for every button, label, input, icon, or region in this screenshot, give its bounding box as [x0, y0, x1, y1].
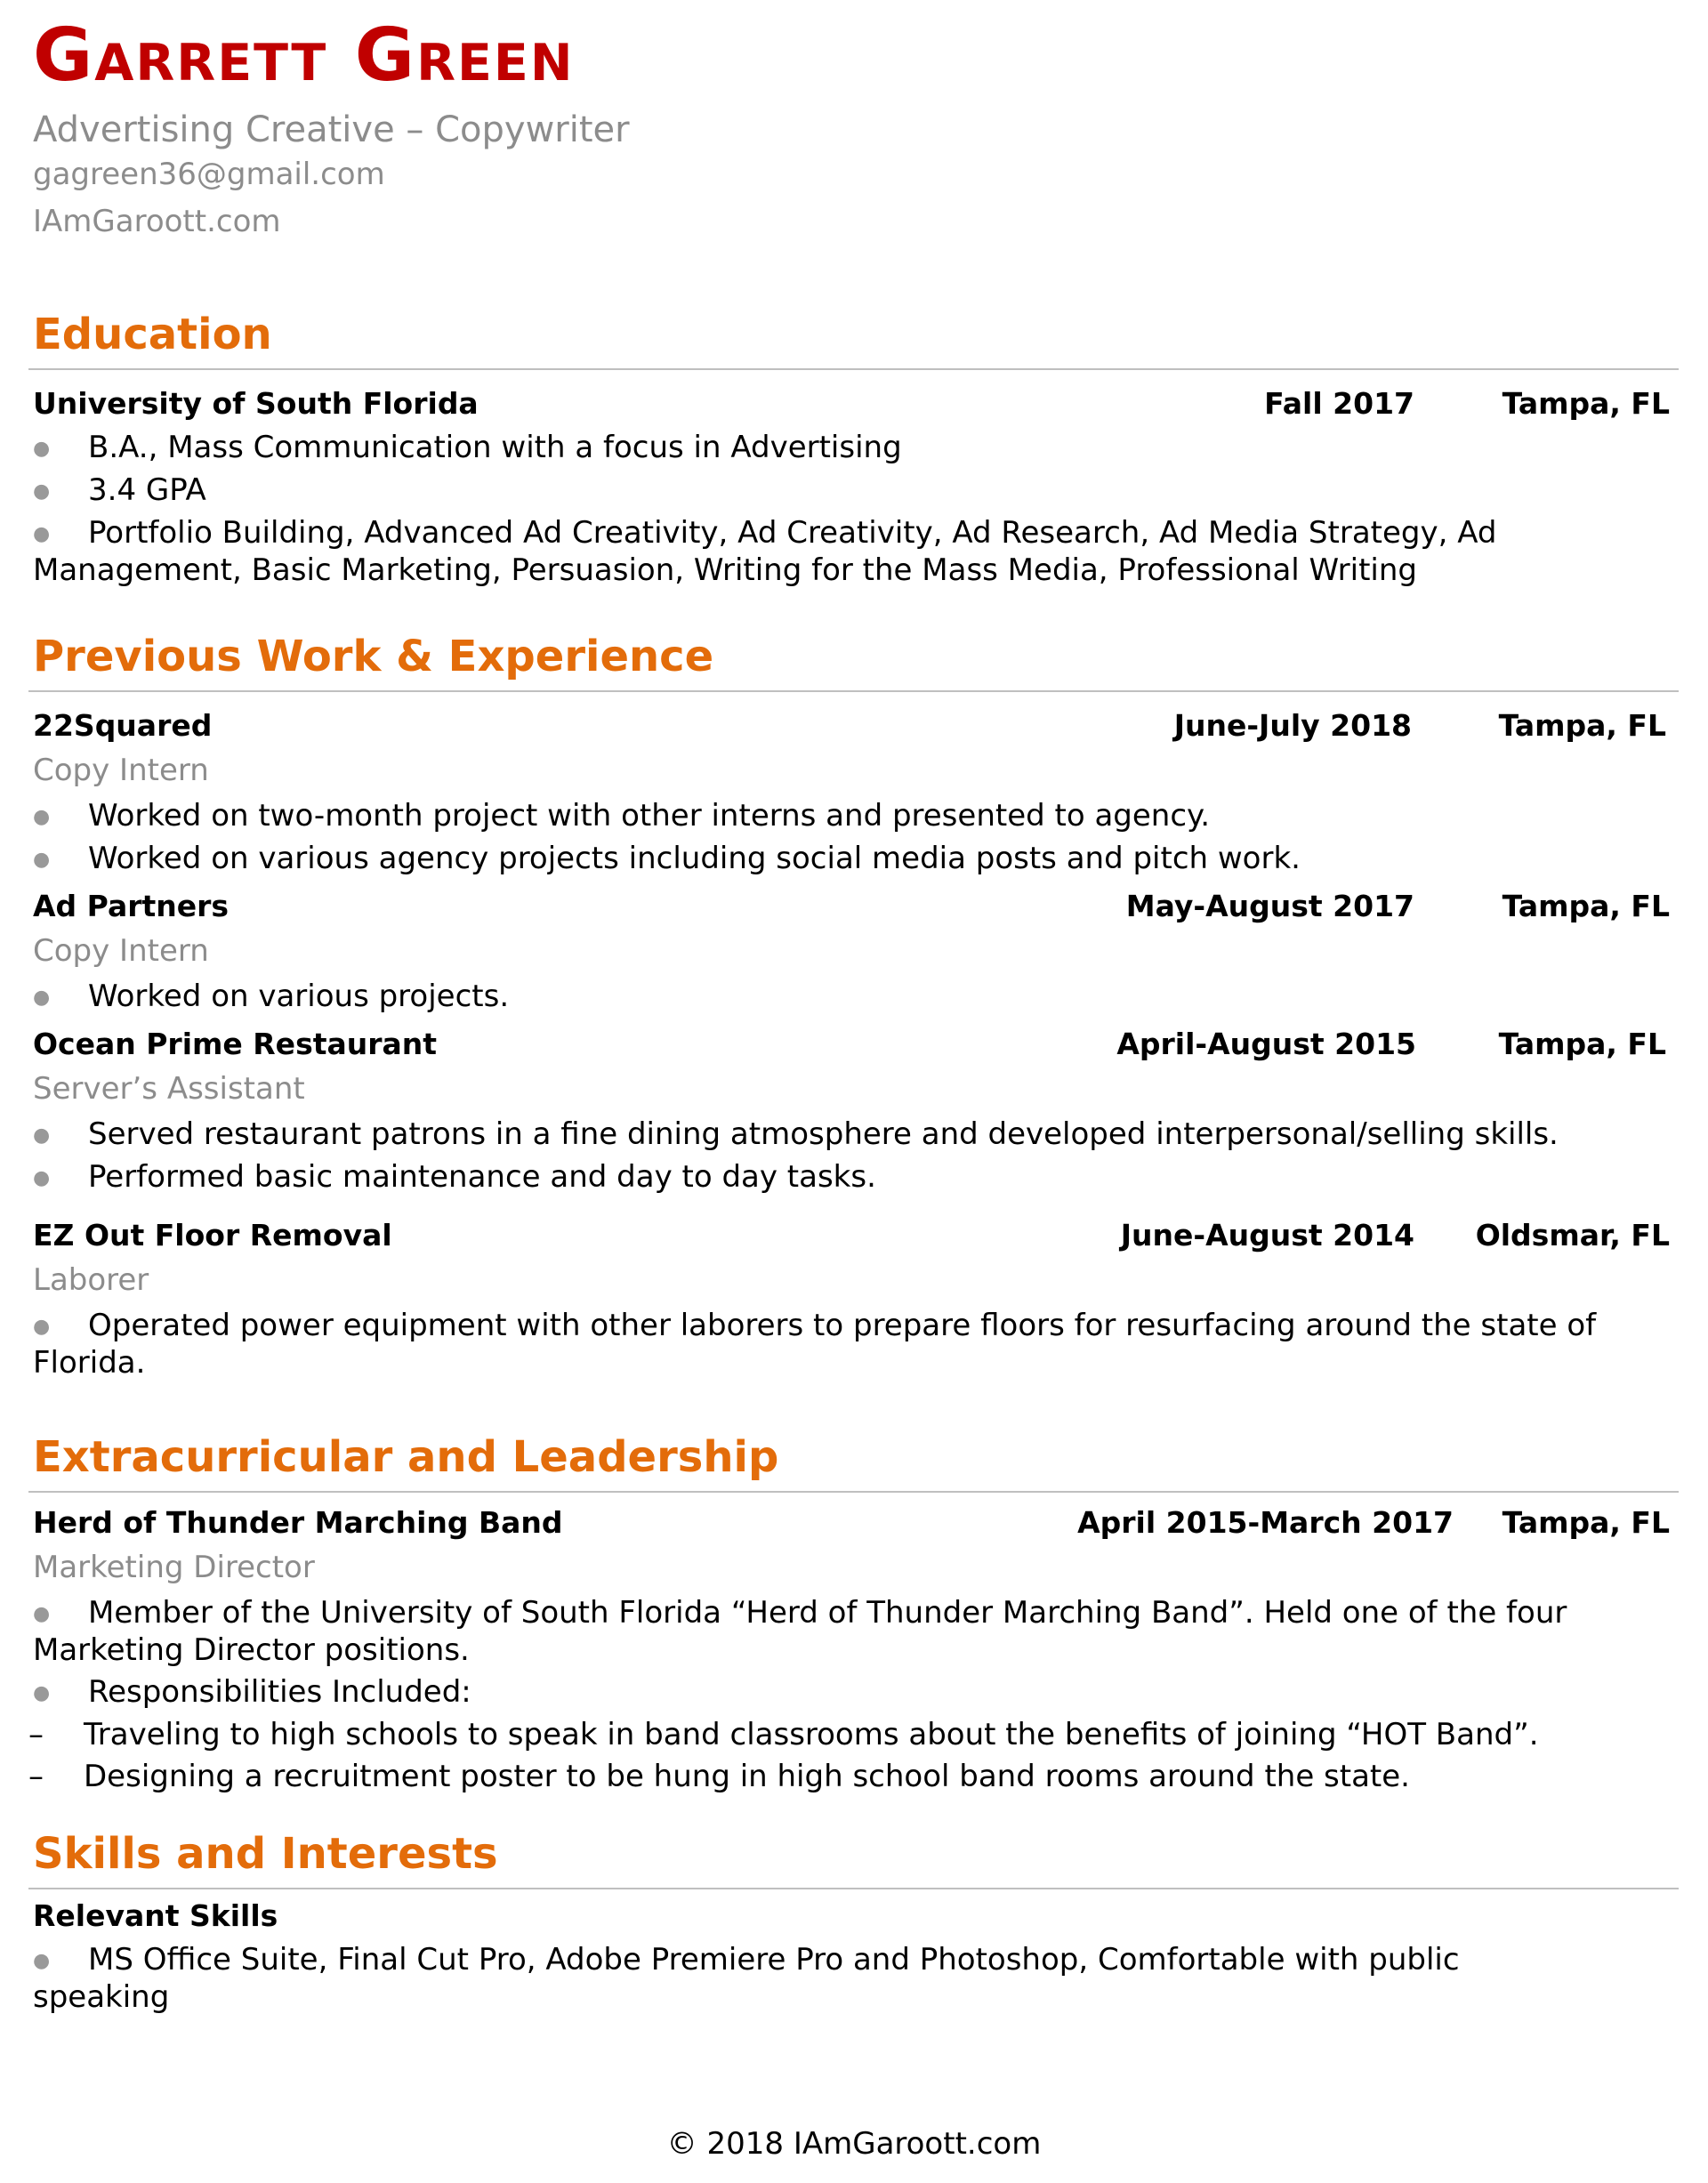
website: IAmGaroott.com [33, 203, 281, 239]
job-header [28, 701, 1679, 747]
job-date: April-August 2015 [1116, 1027, 1416, 1061]
education-entry-header [28, 379, 1679, 425]
job-location: Tampa, FL [1502, 889, 1670, 923]
dash-icon: – [28, 1759, 44, 1794]
footer-copyright: © 2018 IAmGaroott.com [666, 2126, 1042, 2162]
job-date: June-July 2018 [1173, 708, 1412, 743]
bullet-icon: ● [33, 1316, 51, 1338]
bullet-icon: ● [33, 523, 51, 545]
bullet-icon: ● [33, 806, 51, 828]
section-title-skills: Skills and Interests [28, 1833, 1679, 1889]
list-item: ● MS Office Suite, Final Cut Pro, Adobe Premiere Pro and Photoshop, Comfortable with public speaking [33, 1942, 1460, 2015]
skills-heading: Relevant Skills [33, 1898, 278, 1933]
bullet-icon: ● [33, 987, 51, 1009]
bullet-icon: ● [33, 1603, 51, 1625]
list-item: ● Performed basic maintenance and day to day tasks. [33, 1159, 876, 1195]
list-item: ● Served restaurant patrons in a fine dining atmosphere and developed interpersonal/selling skills. [33, 1116, 1559, 1152]
activity-date: April 2015-March 2017 [1077, 1505, 1454, 1540]
activity-header [28, 1498, 1679, 1544]
extracurricular-section [28, 1432, 1679, 1800]
candidate-name: Garrett Green [33, 13, 575, 98]
resume-header [33, 13, 630, 245]
dash-icon: – [28, 1717, 44, 1752]
employer-name: Ad Partners [33, 889, 230, 923]
bullet-icon: ● [33, 438, 51, 460]
list-item: ● B.A., Mass Communication with a focus in Advertising [33, 430, 902, 465]
list-item: ● Responsibilities Included: [33, 1674, 471, 1710]
bullet-icon: ● [33, 1950, 51, 1972]
employer-name: Ocean Prime Restaurant [33, 1027, 438, 1061]
list-item: ● Worked on various agency projects including social media posts and pitch work. [33, 841, 1301, 876]
job-location: Tampa, FL [1498, 1027, 1666, 1061]
education-section [28, 310, 1679, 594]
section-title-work: Previous Work & Experience [28, 635, 1679, 692]
job-role: Copy Intern [33, 933, 209, 969]
bullet-icon: ● [33, 849, 51, 871]
bullet-icon: ● [33, 480, 51, 503]
work-section [28, 632, 1679, 1387]
list-item: – Designing a recruitment poster to be hung in high school band rooms around the state. [28, 1759, 1410, 1794]
list-item: ● 3.4 GPA [33, 472, 206, 508]
education-location: Tampa, FL [1502, 386, 1670, 421]
school-name: University of South Florida [33, 386, 479, 421]
job-header [28, 882, 1679, 928]
list-item: ● Worked on various projects. [33, 979, 510, 1014]
job-role: Server’s Assistant [33, 1071, 305, 1107]
job-location: Tampa, FL [1498, 708, 1666, 743]
employer-name: 22Squared [33, 708, 213, 743]
job-header [28, 1019, 1679, 1066]
activity-role: Marketing Director [33, 1550, 315, 1585]
job-date: June-August 2014 [1120, 1218, 1414, 1253]
bullet-icon: ● [33, 1682, 51, 1704]
job-header [28, 1211, 1679, 1257]
list-item: – Traveling to high schools to speak in band classrooms about the benefits of joining “HOT Band”. [28, 1717, 1539, 1752]
employer-name: EZ Out Floor Removal [33, 1218, 392, 1253]
activity-location: Tampa, FL [1502, 1505, 1670, 1540]
education-date: Fall 2017 [1264, 386, 1414, 421]
organization-name: Herd of Thunder Marching Band [33, 1505, 563, 1540]
candidate-title: Advertising Creative – Copywriter [33, 109, 630, 150]
job-location: Oldsmar, FL [1475, 1218, 1670, 1253]
job-date: May-August 2017 [1125, 889, 1414, 923]
section-title-education: Education [28, 313, 1679, 370]
list-item: ● Member of the University of South Florida “Herd of Thunder Marching Band”. Held one of the four Marketing Director positions. [33, 1595, 1567, 1668]
bullet-icon: ● [33, 1167, 51, 1189]
skills-section [28, 1829, 1679, 2021]
section-title-extracurricular: Extracurricular and Leadership [28, 1436, 1679, 1493]
list-item: ● Worked on two-month project with other interns and presented to agency. [33, 798, 1211, 834]
job-role: Laborer [33, 1262, 149, 1298]
email-address: gagreen36@gmail.com [33, 157, 385, 192]
job-role: Copy Intern [33, 753, 209, 788]
list-item: ● Portfolio Building, Advanced Ad Creativity, Ad Creativity, Ad Research, Ad Media Strategy, Ad Management, Basic Marketing, Persuasion, Writing for the Mass Media, Professional Writing [33, 515, 1497, 588]
skills-header [28, 1891, 1679, 1937]
list-item: ● Operated power equipment with other laborers to prepare floors for resurfacing around the state of Florida. [33, 1308, 1597, 1381]
bullet-icon: ● [33, 1124, 51, 1147]
